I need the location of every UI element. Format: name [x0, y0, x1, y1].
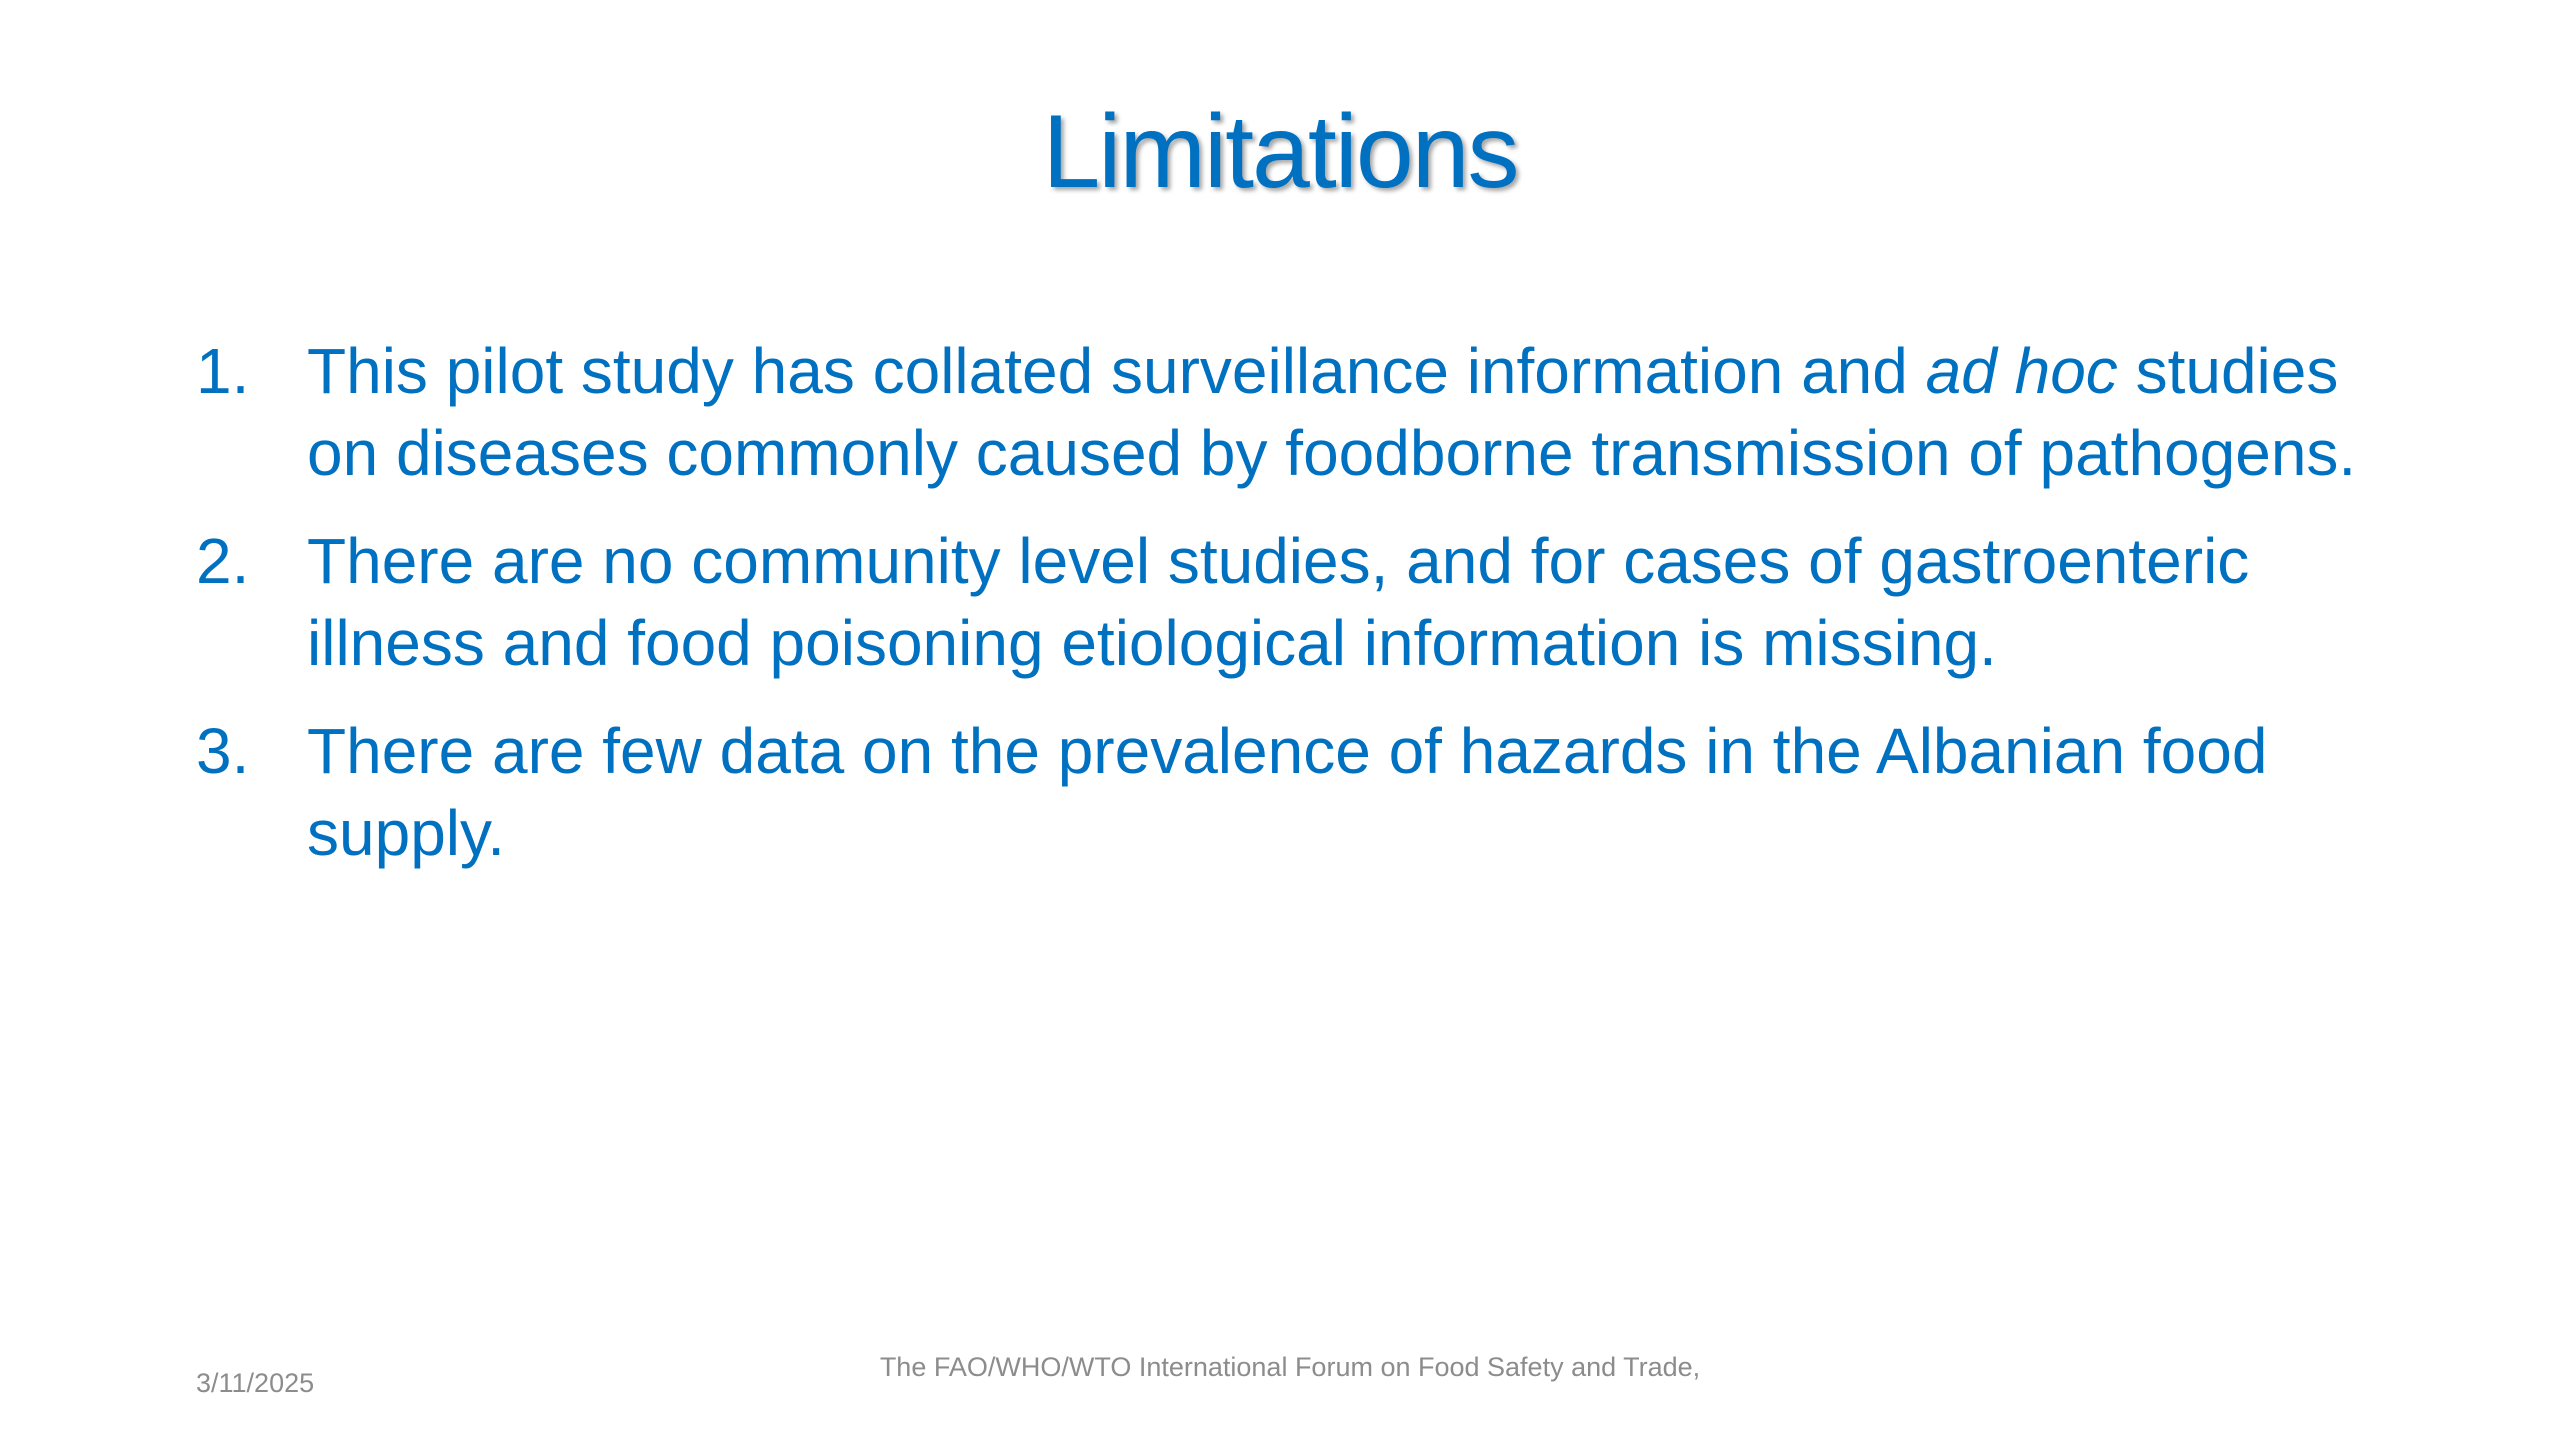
list-item-number: 3. — [196, 715, 250, 787]
list-item — [196, 520, 2426, 684]
list-item-text: This pilot study has collated surveillance information and — [307, 335, 1926, 407]
list-item-text: There are no community level studies, and for cases of gastroenteric illness and food poisoning etiological information is missing. — [307, 525, 2250, 679]
slide-title: Limitations — [1042, 94, 1518, 210]
list-item-number: 1. — [196, 335, 250, 407]
list-item-italic-text: ad hoc — [1925, 335, 2118, 407]
list-item-text: There are few data on the prevalence of hazards in the Albanian food supply. — [307, 715, 2268, 869]
list-item-text-continued: studies on diseases commonly caused by foodborne transmission of pathogens. — [307, 335, 2357, 489]
limitations-list — [196, 330, 2426, 900]
list-item — [196, 710, 2426, 874]
list-item — [196, 330, 2426, 494]
footer-text: The FAO/WHO/WTO International Forum on Food Safety and Trade, — [879, 1352, 1701, 1382]
list-item-number: 2. — [196, 525, 250, 597]
footer-date: 3/11/2025 — [196, 1368, 315, 1398]
